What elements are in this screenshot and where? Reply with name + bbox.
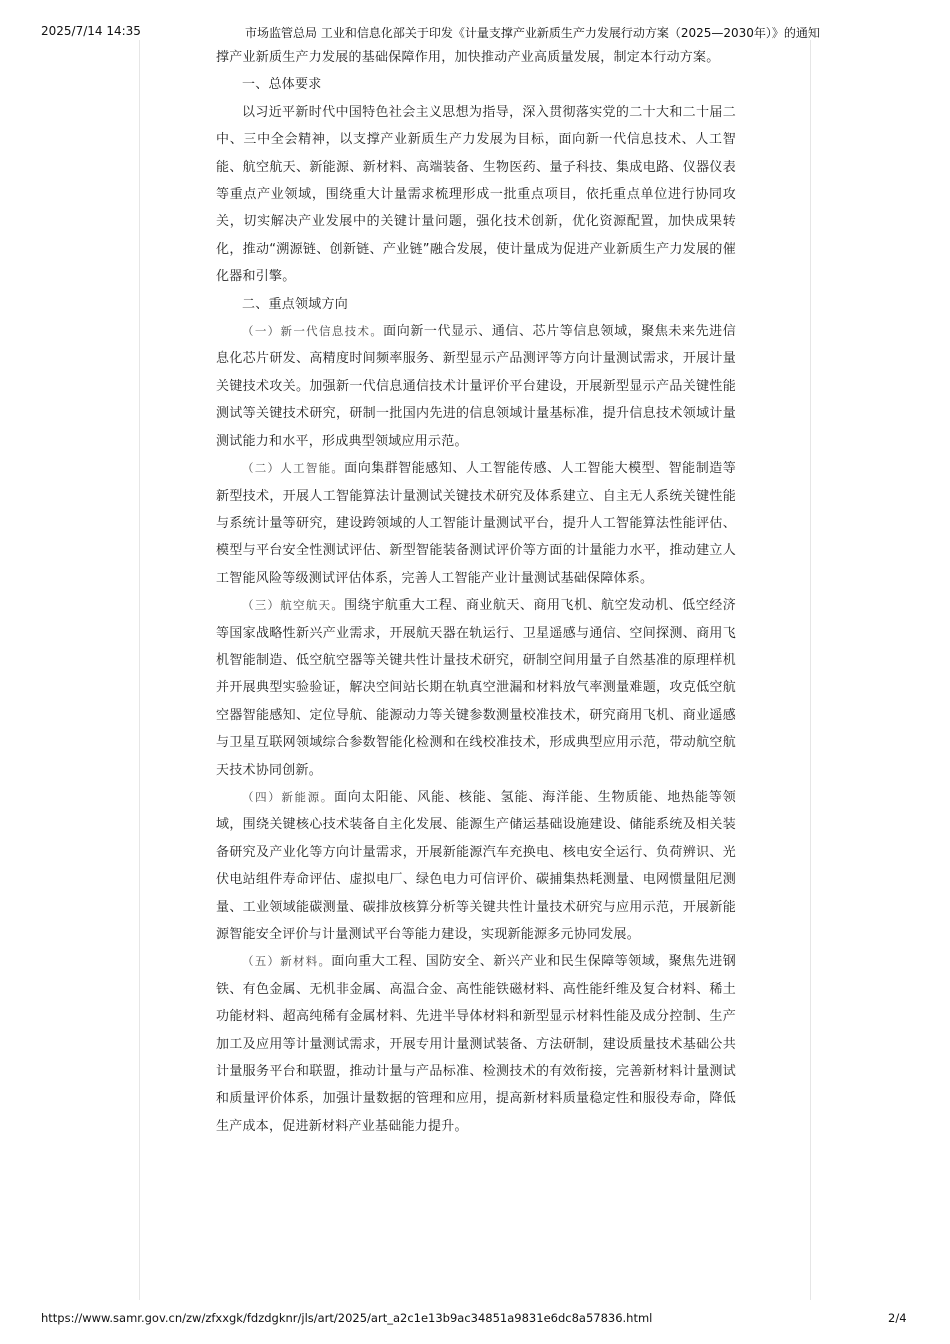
item-new-materials bbox=[216, 948, 736, 1140]
section-1-heading: 一、总体要求 bbox=[242, 77, 322, 93]
item-aerospace bbox=[216, 592, 736, 784]
item-title: （一）新一代信息技术。 bbox=[242, 324, 384, 339]
print-timestamp: 2025/7/14 14:35 bbox=[41, 24, 141, 38]
item-text: 面向太阳能、风能、核能、氢能、海洋能、生物质能、地热能等领域，围绕关键核心技术装备自主化发展、能源生产储运基础设施建设、储能系统及相关装备研究及产业化等方向计量需求，开展新能源汽车充换电、核电安全运行、负荷辨识、光伏电站组件寿命评估、虚拟电厂、绿色电力可信评价、碳捕集热耗测量、电网惯量阻尼测量、工业领域能碳测量、碳排放核算分析等关键共性计量技术研究与应用示范，开展新能源智能安全评价与计量测试平台等能力建设，实现新能源多元协同发展。 bbox=[216, 789, 736, 942]
item-title: （三）航空航天。 bbox=[242, 598, 345, 613]
item-information-technology bbox=[216, 318, 736, 455]
item-text: 面向重大工程、国防安全、新兴产业和民生保障等领域，聚焦先进钢铁、有色金属、无机非金属、高温合金、高性能铁磁材料、高性能纤维及复合材料、稀土功能材料、超高纯稀有金属材料、先进半导体材料和新型显示材料性能及成分控制、生产加工及应用等计量测试需求，开展专用计量测试装备、方法研制，建设质量技术基础公共计量服务平台和联盟，推动计量与产品标准、检测技术的有效衔接，完善新材料计量测试和质量评价体系，加强计量数据的管理和应用，提高新材料质量稳定性和服役寿命，降低生产成本，促进新材料产业基础能力提升。 bbox=[216, 954, 736, 1134]
item-text: 面向新一代显示、通信、芯片等信息领域，聚焦未来先进信息化芯片研发、高精度时间频率服务、新型显示产品测评等方向计量测试需求，开展计量关键技术攻关。加强新一代信息通信技术计量评价平台建设，开展新型显示产品关键性能测试等关键技术研究，研制一批国内先进的信息领域计量基标准，提升信息技术领域计量测试能力和水平，形成典型领域应用示范。 bbox=[216, 324, 736, 449]
article-body bbox=[216, 44, 736, 1140]
intro-paragraph-tail: 撑产业新质生产力发展的基础保障作用，加快推动产业高质量发展，制定本行动方案。 bbox=[216, 50, 720, 65]
item-title: （五）新材料。 bbox=[242, 954, 332, 969]
page-title: 市场监管总局 工业和信息化部关于印发《计量支撑产业新质生产力发展行动方案（2025—2030年）》的通知 bbox=[245, 26, 820, 40]
section-1-paragraph: 以习近平新时代中国特色社会主义思想为指导，深入贯彻落实党的二十大和二十届二中、三中全会精神，以支撑产业新质生产力发展为目标，面向新一代信息技术、人工智能、航空航天、新能源、新材料、高端装备、生物医药、量子科技、集成电路、仪器仪表等重点产业领域，围绕重大计量需求梳理形成一批重点项目，依托重点单位进行协同攻关，切实解决产业发展中的关键计量问题，强化技术创新，优化资源配置，加快成果转化，推动“溯源链、创新链、产业链”融合发展，使计量成为促进产业新质生产力发展的催化器和引擎。 bbox=[216, 104, 736, 285]
page-url: https://www.samr.gov.cn/zw/zfxxgk/fdzdgknr/jls/art/2025/art_a2c1e13b9ac34851a9831e6dc8a57836.html bbox=[41, 1311, 653, 1325]
item-text: 面向集群智能感知、人工智能传感、人工智能大模型、智能制造等新型技术，开展人工智能算法计量测试关键技术研究及体系建立、自主无人系统关键性能与系统计量等研究，建设跨领域的人工智能计量测试平台，提升人工智能算法性能评估、模型与平台安全性测试评估、新型智能装备测试评价等方面的计量能力水平，推动建立人工智能风险等级测试评估体系，完善人工智能产业计量测试基础保障体系。 bbox=[216, 461, 736, 586]
page-number: 2/4 bbox=[888, 1311, 907, 1325]
item-artificial-intelligence bbox=[216, 455, 736, 592]
right-border-line bbox=[810, 40, 811, 1300]
item-text: 围绕宇航重大工程、商业航天、商用飞机、航空发动机、低空经济等国家战略性新兴产业需求，开展航天器在轨运行、卫星遥感与通信、空间探测、商用飞机智能制造、低空航空器等关键共性计量技术研究，研制空间用量子自然基准的原理样机并开展典型实验验证，解决空间站长期在轨真空泄漏和材料放气率测量难题，攻克低空航空器智能感知、定位导航、能源动力等关键参数测量校准技术，研究商用飞机、商业遥感与卫星互联网领域综合参数智能化检测和在线校准技术，形成典型应用示范，带动航空航天技术协同创新。 bbox=[216, 598, 736, 778]
item-title: （四）新能源。 bbox=[242, 789, 334, 804]
item-title: （二）人工智能。 bbox=[242, 461, 345, 476]
section-2-heading: 二、重点领域方向 bbox=[242, 296, 349, 312]
item-new-energy bbox=[216, 784, 736, 948]
left-border-line bbox=[139, 40, 140, 1300]
